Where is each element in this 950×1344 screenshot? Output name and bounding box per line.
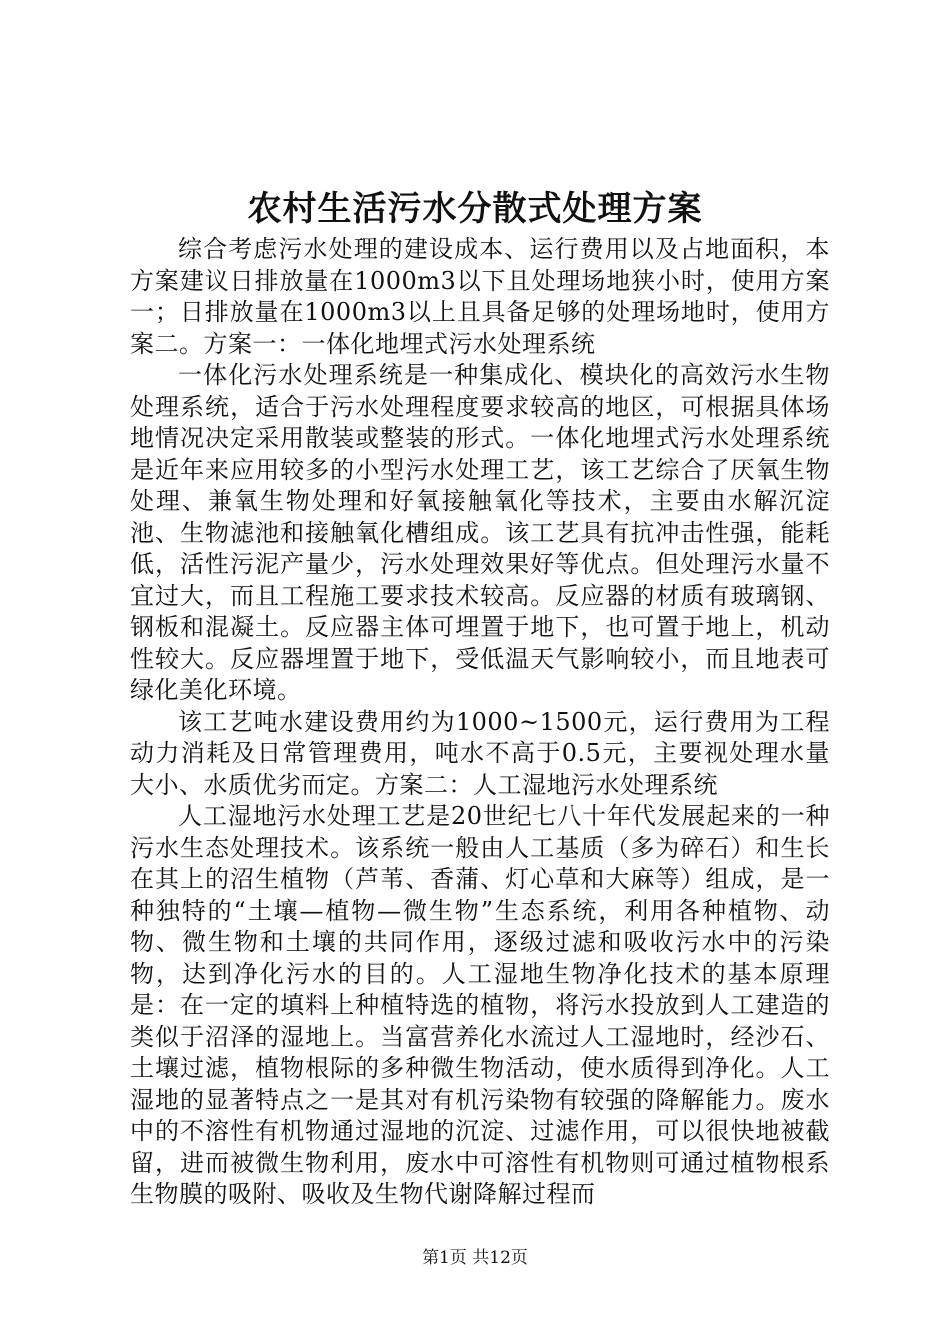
page-number-footer: 第1页 共12页 <box>422 1248 528 1268</box>
paragraph-plan-two: 人工湿地污水处理工艺是20世纪七八十年代发展起来的一种污水生态处理技术。该系统一般由人工基质（多为碎石）和生长在其上的沼生植物（芦苇、香蒲、灯心草和大麻等）组成，是一种独特的“土壤—植物—微生物”生态系统，利用各种植物、动物、微生物和土壤的共同作用，逐级过滤和吸收污水中的污染物，达到净化污水的目的。人工湿地生物净化技术的基本原理是：在一定的填料上种植特选的植物，将污水投放到人工建造的类似于沼泽的湿地上。当富营养化水流过人工湿地时，经沙石、土壤过滤，植物根际的多种微生物活动，使水质得到净化。人工湿地的显著特点之一是其对有机污染物有较强的降解能力。废水中的不溶性有机物通过湿地的沉淀、过滤作用，可以很快地被截留，进而被微生物利用，废水中可溶性有机物则可通过植物根系生物膜的吸附、吸收及生物代谢降解过程而 <box>130 802 830 1208</box>
paragraph-plan-one-cost: 该工艺吨水建设费用约为1000~1500元，运行费用为工程动力消耗及日常管理费用，吨水不高于0.5元，主要视处理水量大小、水质优劣而定。方案二：人工湿地污水处理系统 <box>130 707 830 799</box>
paragraph-plan-one: 一体化污水处理系统是一种集成化、模块化的高效污水生物处理系统，适合于污水处理程度要求较高的地区，可根据具体场地情况决定采用散装或整装的形式。一体化地埋式污水处理系统是近年来应用较多的小型污水处理工艺，该工艺综合了厌氧生物处理、兼氧生物处理和好氧接触氧化等技术，主要由水解沉淀池、生物滤池和接触氧化槽组成。该工艺具有抗冲击性强，能耗低，活性污泥产量少，污水处理效果好等优点。但处理污水量不宜过大，而且工程施工要求技术较高。反应器的材质有玻璃钢、钢板和混凝土。反应器主体可埋置于地下，也可置于地上，机动性较大。反应器埋置于地下，受低温天气影响较小，而且地表可绿化美化环境。 <box>130 361 830 704</box>
document-title: 农村生活污水分散式处理方案 <box>247 189 703 229</box>
paragraph-intro: 综合考虑污水处理的建设成本、运行费用以及占地面积，本方案建议日排放量在1000m3以下且处理场地狭小时，使用方案一；日排放量在1000m3以上且具备足够的处理场地时，使用方案二。方案一：一体化地埋式污水处理系统 <box>130 235 830 358</box>
document-body <box>130 234 830 1211</box>
